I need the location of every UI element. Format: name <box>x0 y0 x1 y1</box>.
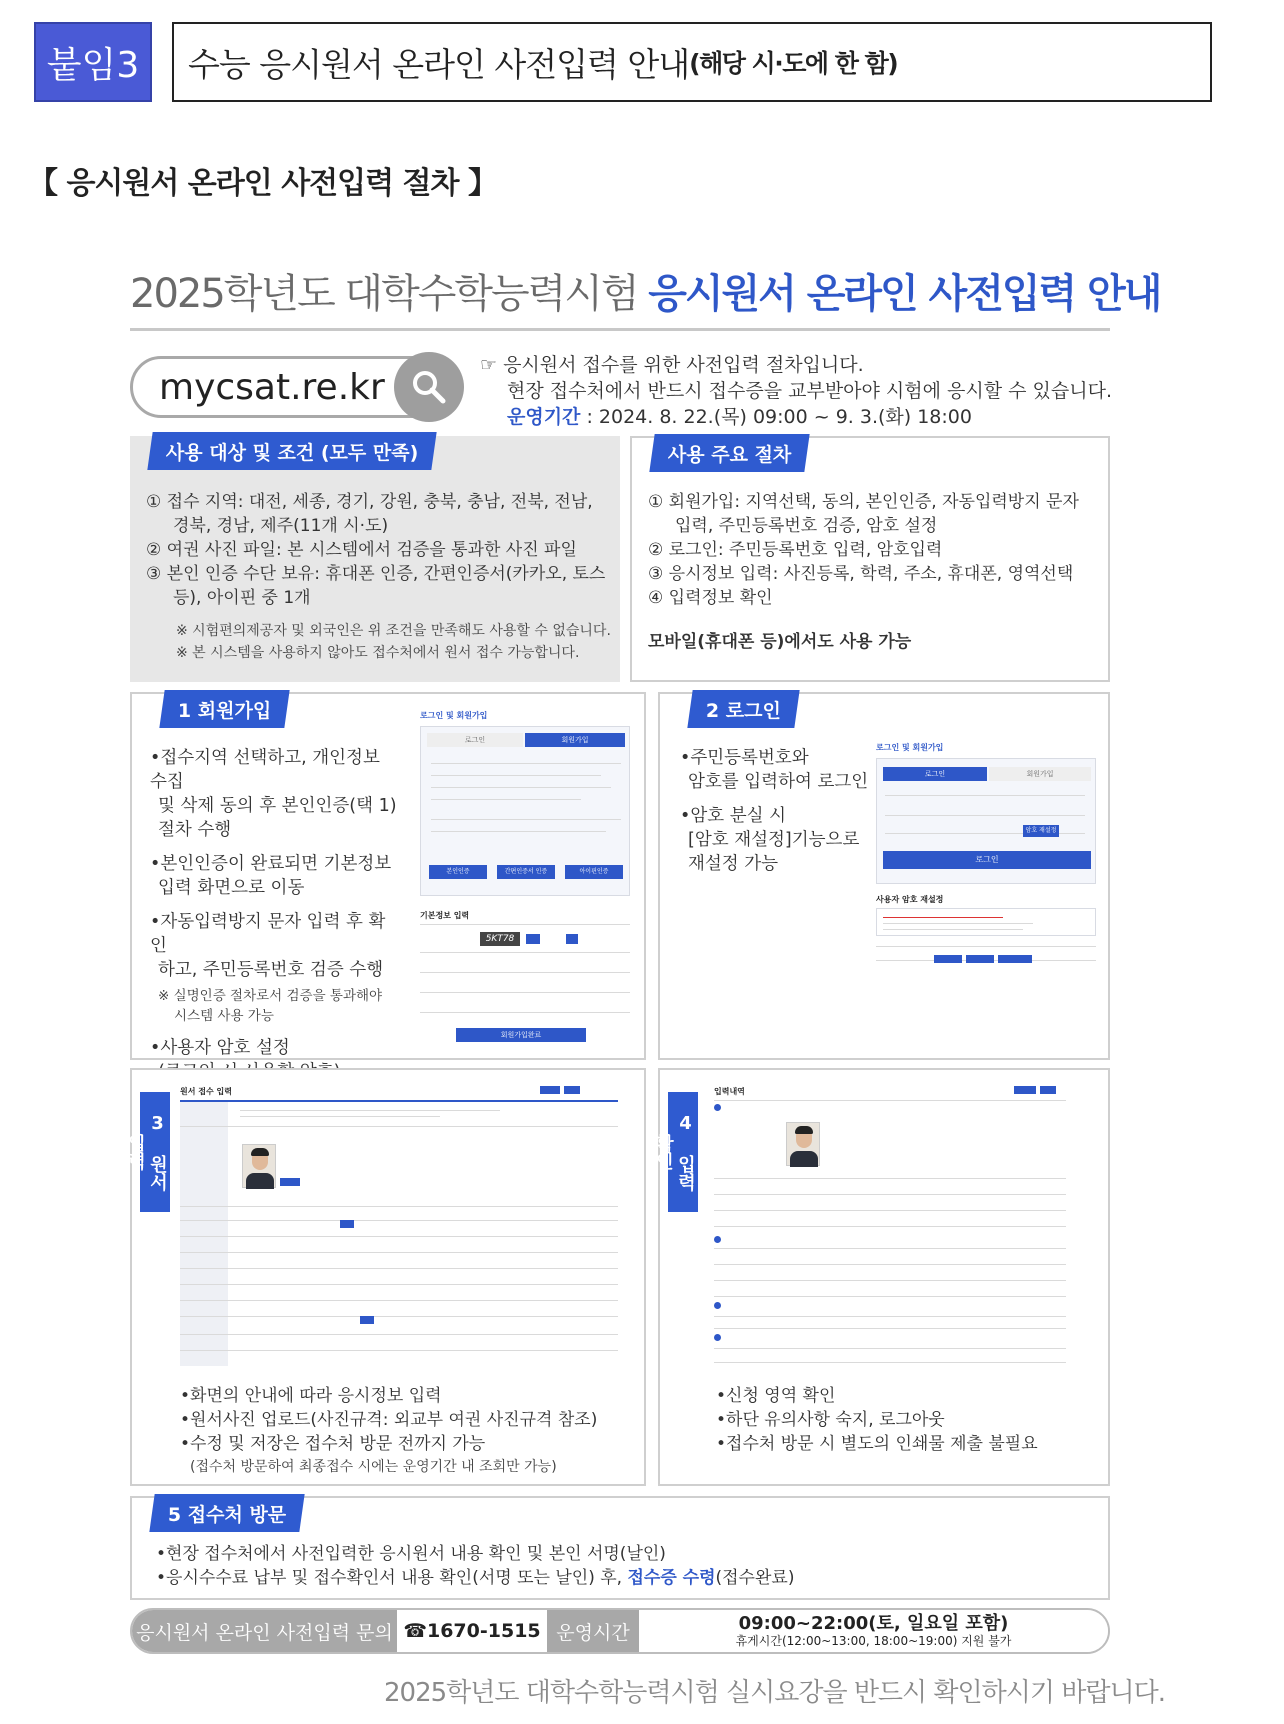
step1-note: 시스템 사용 가능 <box>174 1008 274 1024</box>
divider <box>130 328 1110 331</box>
ss-title: 로그인 및 회원가입 <box>876 743 944 752</box>
ss-submit-button: 회원가입완료 <box>456 1028 586 1042</box>
conditions-note: ※ 시험편의제공자 및 외국인은 위 조건을 만족해도 사용할 수 없습니다. <box>176 623 611 639</box>
conditions-note: ※ 본 시스템을 사용하지 않아도 접수처에서 원서 접수 가능합니다. <box>176 645 580 661</box>
ss-auth-button: 본인인증 <box>429 865 487 879</box>
search-icon[interactable] <box>394 352 464 422</box>
step3-bullet: •화면의 안내에 따라 응시정보 입력 <box>180 1386 442 1406</box>
break-time: 휴게시간(12:00~13:00, 18:00~19:00) 지원 불가 <box>735 1634 1012 1648</box>
bottom-notice: 2025학년도 대학수학능력시험 실시요강을 반드시 확인하시기 바랍니다. <box>384 1678 1166 1708</box>
ss-title: 원서 접수 입력 <box>180 1087 232 1096</box>
inquiry-bar <box>130 1608 1110 1654</box>
ss-title: 입력내역 <box>714 1087 745 1096</box>
step5-line: •현장 접수처에서 사전입력한 응시원서 내용 확인 및 본인 서명(날인) <box>156 1544 666 1564</box>
poster-title <box>130 262 1161 319</box>
ss-reset-notice <box>876 908 1096 936</box>
step5-tag: 5 접수처 방문 <box>149 1494 305 1532</box>
intro-note <box>480 352 1112 430</box>
main-steps-item: ① 회원가입: 지역선택, 동의, 본인인증, 자동입력방지 문자 <box>648 492 1079 512</box>
ss-reset-button: 암호 재설정 <box>1023 825 1059 837</box>
conditions-panel <box>130 436 620 682</box>
step4-bullet: •하단 유의사항 숙지, 로그아웃 <box>716 1410 945 1430</box>
applicant-photo <box>242 1144 276 1188</box>
step2-tag: 2 로그인 <box>687 690 799 728</box>
poster-title-highlight: 응시원서 온라인 사전입력 안내 <box>648 271 1161 317</box>
step2-screenshot <box>876 742 1096 972</box>
ss-login-form <box>876 758 1096 884</box>
page-title-sub: (해당 시·도에 한 함) <box>689 49 898 78</box>
step4-bullet: •신청 영역 확인 <box>716 1386 836 1406</box>
conditions-list <box>146 490 616 664</box>
step1-bullet: •접수지역 선택하고, 개인정보 수집 <box>150 748 380 792</box>
conditions-item: ② 여권 사진 파일: 본 시스템에서 검증을 통과한 사진 파일 <box>146 540 577 560</box>
procedure-heading: 【 응시원서 온라인 사전입력 절차 】 <box>28 166 497 201</box>
hours-label: 운영시간 <box>547 1610 639 1652</box>
step1-panel <box>130 692 646 1060</box>
step3-tag: 3 원서 입력 <box>140 1092 170 1212</box>
hours-value: 09:00~22:00(토, 일요일 포함) <box>738 1613 1009 1634</box>
step4-panel <box>653 1068 1110 1486</box>
conditions-tag: 사용 대상 및 조건 (모두 만족) <box>147 432 437 470</box>
step2-bullet: 재설정 가능 <box>688 854 779 874</box>
ss-login-button: 로그인 <box>883 851 1091 869</box>
page-title: 수능 응시원서 온라인 사전입력 안내 <box>188 44 690 84</box>
step2-text <box>680 746 880 876</box>
step2-bullet: •주민등록번호와 <box>680 748 809 768</box>
step4-tag: 4 입력 확인 <box>668 1092 698 1212</box>
step1-bullet: 절차 수행 <box>158 820 232 840</box>
step5-text <box>156 1542 1096 1590</box>
step2-bullet: •암호 분실 시 <box>680 806 786 826</box>
conditions-item: ① 접수 지역: 대전, 세종, 경기, 강원, 충북, 충남, 전북, 전남, <box>146 492 593 512</box>
conditions-item: 경북, 경남, 제주(11개 시·도) <box>173 516 389 536</box>
step1-tag: 1 회원가입 <box>159 690 290 728</box>
step1-note: ※ 실명인증 절차로서 검증을 통과해야 <box>158 988 383 1004</box>
main-steps-item: ④ 입력정보 확인 <box>648 588 773 608</box>
step5-panel <box>130 1496 1110 1600</box>
step3-note: (접수처 방문하여 최종접수 시에는 운영기간 내 조회만 가능) <box>190 1459 557 1475</box>
step1-bullet: •사용자 암호 설정 <box>150 1038 290 1058</box>
step2-bullet: [암호 재설정]기능으로 <box>688 830 860 850</box>
step1-bullet: 및 삭제 동의 후 본인인증(택 1) <box>158 796 397 816</box>
step1-text <box>150 746 400 1084</box>
step4-screenshot <box>714 1086 1066 1366</box>
ss-tab-signup: 회원가입 <box>989 767 1091 781</box>
step2-bullet: 암호를 입력하여 로그인 <box>688 772 869 792</box>
step3-text <box>180 1384 640 1478</box>
ss-tab-login: 로그인 <box>883 767 987 781</box>
main-steps-list <box>648 490 1108 654</box>
intro-note-line2: 현장 접수처에서 반드시 접수증을 교부받아야 시험에 응시할 수 있습니다. <box>507 380 1112 402</box>
conditions-item: ③ 본인 인증 수단 보유: 휴대폰 인증, 간편인증서(카카오, 토스 <box>146 564 606 584</box>
receipt-highlight: 접수증 수령 <box>627 1568 716 1588</box>
step1-bullet: 하고, 주민등록번호 검증 수행 <box>158 960 384 980</box>
ss-auth-button: 아이핀인증 <box>565 865 623 879</box>
ss-title: 로그인 및 회원가입 <box>420 711 488 720</box>
mobile-note: 모바일(휴대폰 등)에서도 사용 가능 <box>648 632 912 652</box>
applicant-photo <box>786 1122 820 1166</box>
step3-bullet: •원서사진 업로드(사진규격: 외교부 여권 사진규격 참조) <box>180 1410 598 1430</box>
step1-screenshot <box>420 710 630 1050</box>
step3-panel <box>125 1068 646 1486</box>
ss-section: 기본정보 입력 <box>420 911 470 920</box>
ss-section: 사용자 암호 재설정 <box>876 895 944 904</box>
period-label: 운영기간 <box>507 406 581 428</box>
hours-info <box>639 1610 1108 1652</box>
inquiry-label: 응시원서 온라인 사전입력 문의 <box>132 1610 397 1652</box>
site-url: mycsat.re.kr <box>159 366 385 408</box>
main-steps-item: ② 로그인: 주민등록번호 입력, 암호입력 <box>648 540 943 560</box>
ss-captcha: 5KT78 <box>480 932 520 946</box>
step1-bullet: 입력 화면으로 이동 <box>158 878 305 898</box>
poster-title-plain: 2025학년도 대학수학능력시험 <box>130 271 649 317</box>
step3-screenshot <box>180 1086 618 1366</box>
ss-tab-signup: 회원가입 <box>525 733 625 747</box>
step2-panel <box>658 692 1110 1060</box>
main-steps-item: ③ 응시정보 입력: 사진등록, 학력, 주소, 휴대폰, 영역선택 <box>648 564 1074 584</box>
ss-auth-button: 간편인증서 인증 <box>497 865 555 879</box>
conditions-item: 등), 아이핀 중 1개 <box>173 588 311 608</box>
inquiry-phone[interactable]: ☎1670-1515 <box>397 1610 547 1652</box>
page-title-box <box>172 22 1212 102</box>
intro-note-line1: ☞ 응시원서 접수를 위한 사전입력 절차입니다. <box>480 354 864 376</box>
step4-text <box>716 1384 1106 1456</box>
step4-bullet: •접수처 방문 시 별도의 인쇄물 제출 불필요 <box>716 1434 1038 1454</box>
step1-bullet: •자동입력방지 문자 입력 후 확인 <box>150 912 386 956</box>
period-value: : 2024. 8. 22.(목) 09:00 ~ 9. 3.(화) 18:00 <box>580 406 972 428</box>
step1-bullet: •본인인증이 완료되면 기본정보 <box>150 854 392 874</box>
ss-tab-login: 로그인 <box>427 733 523 747</box>
main-steps-tag: 사용 주요 절차 <box>649 434 810 472</box>
ss-form <box>420 726 630 896</box>
main-steps-panel <box>630 436 1110 682</box>
step3-bullet: •수정 및 저장은 접수처 방문 전까지 가능 <box>180 1434 486 1454</box>
period-row <box>480 404 1112 430</box>
step5-line: •응시수수료 납부 및 접수확인서 내용 확인(서명 또는 날인) 후, 접수증 수령(접수완료) <box>156 1568 795 1588</box>
attachment-badge: 붙임3 <box>34 22 152 102</box>
main-steps-item: 입력, 주민등록번호 검증, 암호 설정 <box>675 516 938 536</box>
